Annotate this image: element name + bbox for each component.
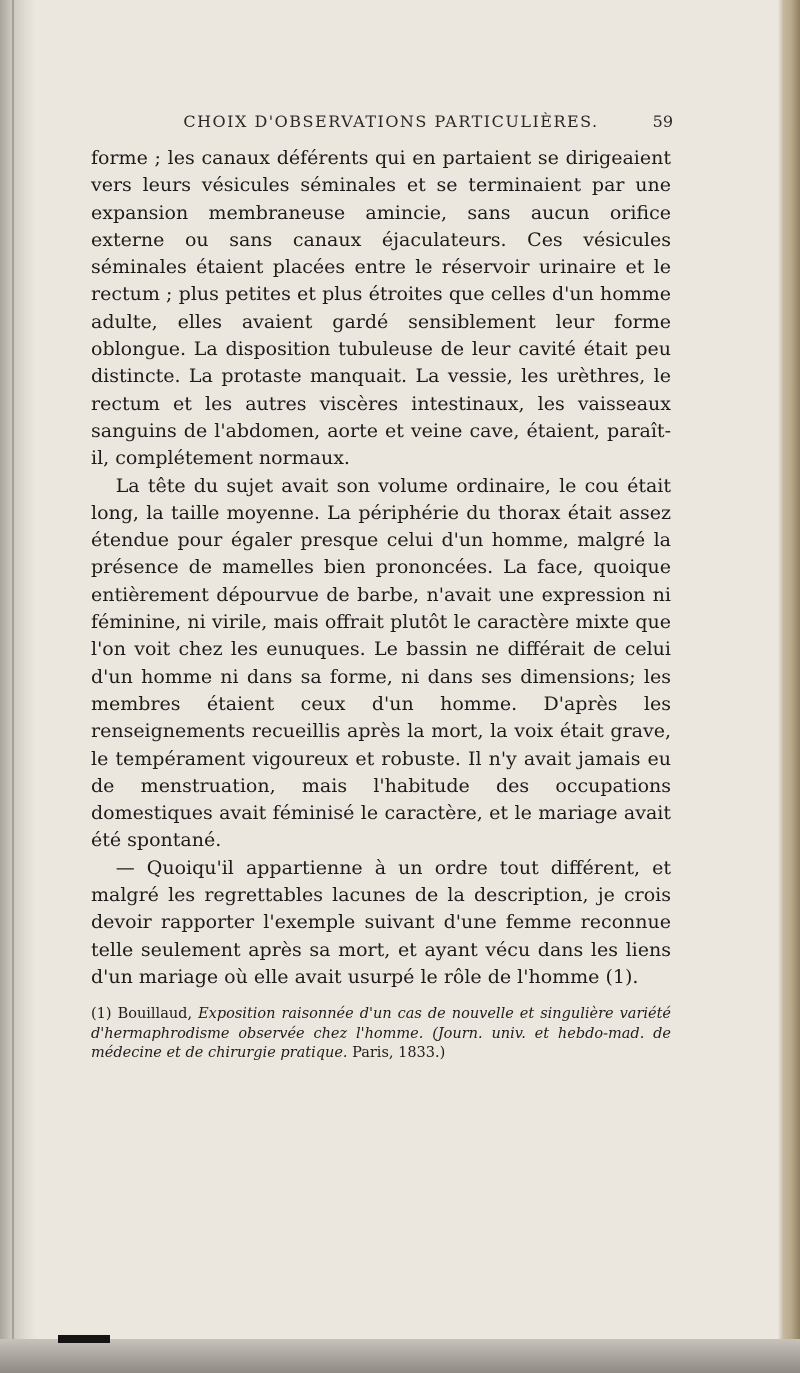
- footnote-place: Paris, 1833.): [352, 1045, 446, 1062]
- footnote-work: Exposition raisonnée d'un cas de nouvelle et singulière variété d'hermaphrodisme observée chez l'homme.: [91, 1006, 672, 1042]
- running-header: [91, 112, 671, 142]
- footnote-marker: (1): [91, 1006, 112, 1023]
- page-edge: [778, 0, 800, 1373]
- page-number: 59: [652, 112, 673, 131]
- body-text: [91, 145, 671, 991]
- running-title: CHOIX D'OBSERVATIONS PARTICULIÈRES.: [183, 112, 599, 131]
- page-gutter-shadow: [0, 0, 36, 1373]
- scan-mark: [58, 1335, 110, 1343]
- book-page: [91, 112, 671, 1064]
- footnote-journal: (Journ. univ. et hebdo-mad. de médecine et de chirurgie pratique.: [91, 1025, 672, 1062]
- footnote: [91, 1005, 671, 1064]
- paragraph-2: La tête du sujet avait son volume ordinaire, le cou était long, la taille moyenne. La périphérie du thorax était assez étendue pour égaler presque celui d'un homme, malgré la présence de mamelles bien prononcées. La face, quoique entièrement dépourvue de barbe, n'avait une expression ni féminine, ni virile, mais offrait plutôt le caractère mixte que l'on voit chez les eunuques. Le bassin ne différait de celui d'un homme ni dans sa forme, ni dans ses dimensions; les membres étaient ceux d'un homme. D'après les renseignements recueillis après la mort, la voix était grave, le tempérament vigoureux et robuste. Il n'y avait jamais eu de menstruation, mais l'habitude des occupations domestiques avait féminisé le caractère, et le mariage avait été spontané.: [91, 474, 671, 852]
- paragraph-3: — Quoiqu'il appartienne à un ordre tout différent, et malgré les regrettables lacunes de la description, je crois devoir rapporter l'exemple suivant d'une femme reconnue telle seulement après sa mort, et ayant vécu dans les liens d'un mariage où elle avait usurpé le rôle de l'homme (1).: [91, 856, 671, 988]
- footnote-author: Bouillaud,: [117, 1006, 193, 1023]
- scan-bottom-band: [0, 1339, 800, 1373]
- paragraph-1: forme ; les canaux déférents qui en partaient se dirigeaient vers leurs vésicules séminales et se terminaient par une expansion membraneuse amincie, sans aucun orifice externe ou sans canaux éjaculateurs. Ces vésicules séminales étaient placées entre le réservoir urinaire et le rectum ; plus petites et plus étroites que celles d'un homme adulte, elles avaient gardé sensiblement leur forme oblongue. La disposition tubuleuse de leur cavité était peu distincte. La protaste manquait. La vessie, les urèthres, le rectum et les autres viscères intestinaux, les vaisseaux sanguins de l'abdomen, aorte et veine cave, étaient, paraît-il, complétement normaux.: [91, 147, 671, 470]
